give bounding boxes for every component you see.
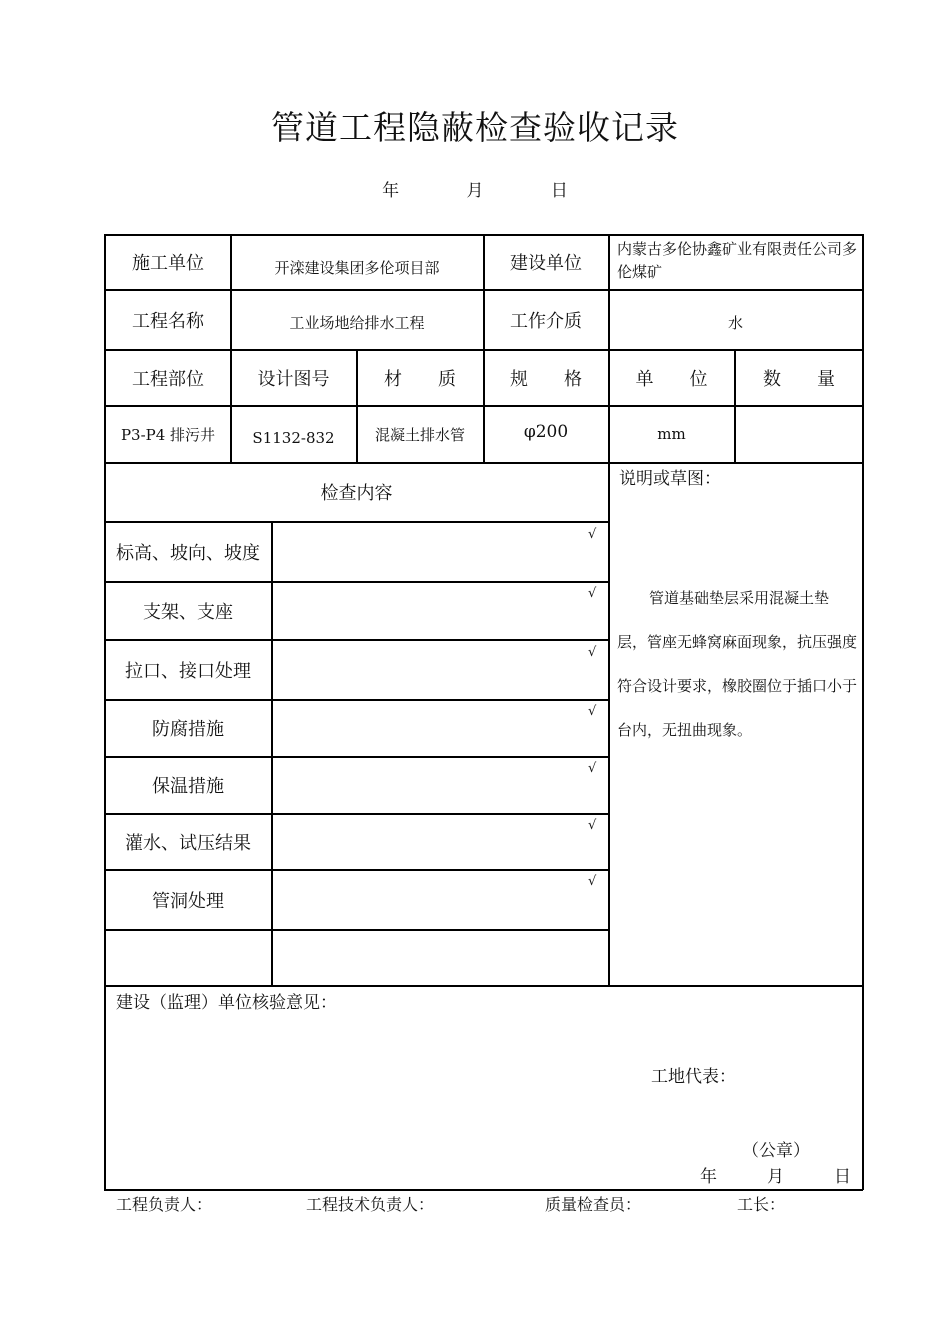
review-date-day: 日 xyxy=(834,1167,851,1187)
quality-inspector-signature: 质量检查员： xyxy=(545,1195,642,1214)
construction-unit-value: 开滦建设集团多伦项目部 xyxy=(274,258,440,277)
spec-header-quantity: 数 量 xyxy=(763,368,835,390)
inspection-item-check: √ xyxy=(588,761,597,776)
construction-unit-label: 施工单位 xyxy=(132,253,204,274)
spec-header-drawing: 设计图号 xyxy=(257,368,330,390)
inspection-item-label: 防腐措施 xyxy=(152,719,224,740)
inspection-item-label: 灌水、试压结果 xyxy=(125,832,251,854)
medium-value: 水 xyxy=(727,313,743,332)
foreman-signature: 工长： xyxy=(737,1195,786,1214)
spec-quantity-value xyxy=(736,406,862,462)
spec-size-value: φ200 xyxy=(523,422,569,442)
notes-label: 说明或草图： xyxy=(619,469,721,489)
inspection-item-check: √ xyxy=(588,874,597,889)
inspection-item-check: √ xyxy=(588,527,597,542)
review-date-month: 月 xyxy=(767,1167,784,1187)
inspection-item-label: 管洞处理 xyxy=(152,891,224,912)
page-title: 管道工程隐蔽检查验收记录 xyxy=(271,108,679,147)
spec-material-value: 混凝土排水管 xyxy=(374,425,465,444)
header-date-year: 年 xyxy=(382,181,400,201)
technical-manager-signature: 工程技术负责人： xyxy=(306,1195,435,1214)
header-date-month: 月 xyxy=(466,181,484,201)
inspection-item-label: 保温措施 xyxy=(152,776,224,797)
inspection-header: 检查内容 xyxy=(320,483,393,504)
spec-header-spec: 规 格 xyxy=(510,368,582,390)
inspection-item-label: 标高、坡向、坡度 xyxy=(116,542,260,564)
inspection-item-check: √ xyxy=(588,818,597,833)
site-representative-label: 工地代表： xyxy=(651,1067,736,1087)
inspection-item-label xyxy=(105,930,271,985)
review-label: 建设（监理）单位核验意见： xyxy=(116,993,337,1013)
header-date-day: 日 xyxy=(550,181,568,201)
inspection-item-label: 支架、支座 xyxy=(143,601,233,623)
spec-header-location: 工程部位 xyxy=(132,368,204,390)
project-manager-signature: 工程负责人： xyxy=(116,1195,213,1214)
seal-label: （公章） xyxy=(742,1141,810,1161)
owner-unit-label: 建设单位 xyxy=(510,253,582,274)
spec-unit-value: mm xyxy=(657,425,686,443)
notes-text: 管道基础垫层采用混凝土垫层，管座无蜂窝麻面现象，抗压强度符合设计要求，橡胶圈位于插口小于台内，无扭曲现象。 xyxy=(617,589,858,739)
inspection-item-check: √ xyxy=(588,645,597,660)
review-date-year: 年 xyxy=(700,1167,717,1187)
project-name-value: 工业场地给排水工程 xyxy=(289,313,425,332)
header-date xyxy=(0,176,950,201)
owner-unit-value: 内蒙古多伦协鑫矿业有限责任公司多伦煤矿 xyxy=(617,240,858,281)
spec-drawing-value: S1132-832 xyxy=(252,429,335,447)
spec-header-unit: 单 位 xyxy=(635,368,708,390)
inspection-item-label: 拉口、接口处理 xyxy=(125,661,251,682)
inspection-item-check: √ xyxy=(588,586,597,601)
project-name-label: 工程名称 xyxy=(132,311,204,332)
spec-location-value: P3-P4 排污井 xyxy=(120,425,216,444)
inspection-item-check: √ xyxy=(588,704,597,719)
spec-header-material: 材 质 xyxy=(384,368,456,390)
medium-label: 工作介质 xyxy=(510,311,582,332)
